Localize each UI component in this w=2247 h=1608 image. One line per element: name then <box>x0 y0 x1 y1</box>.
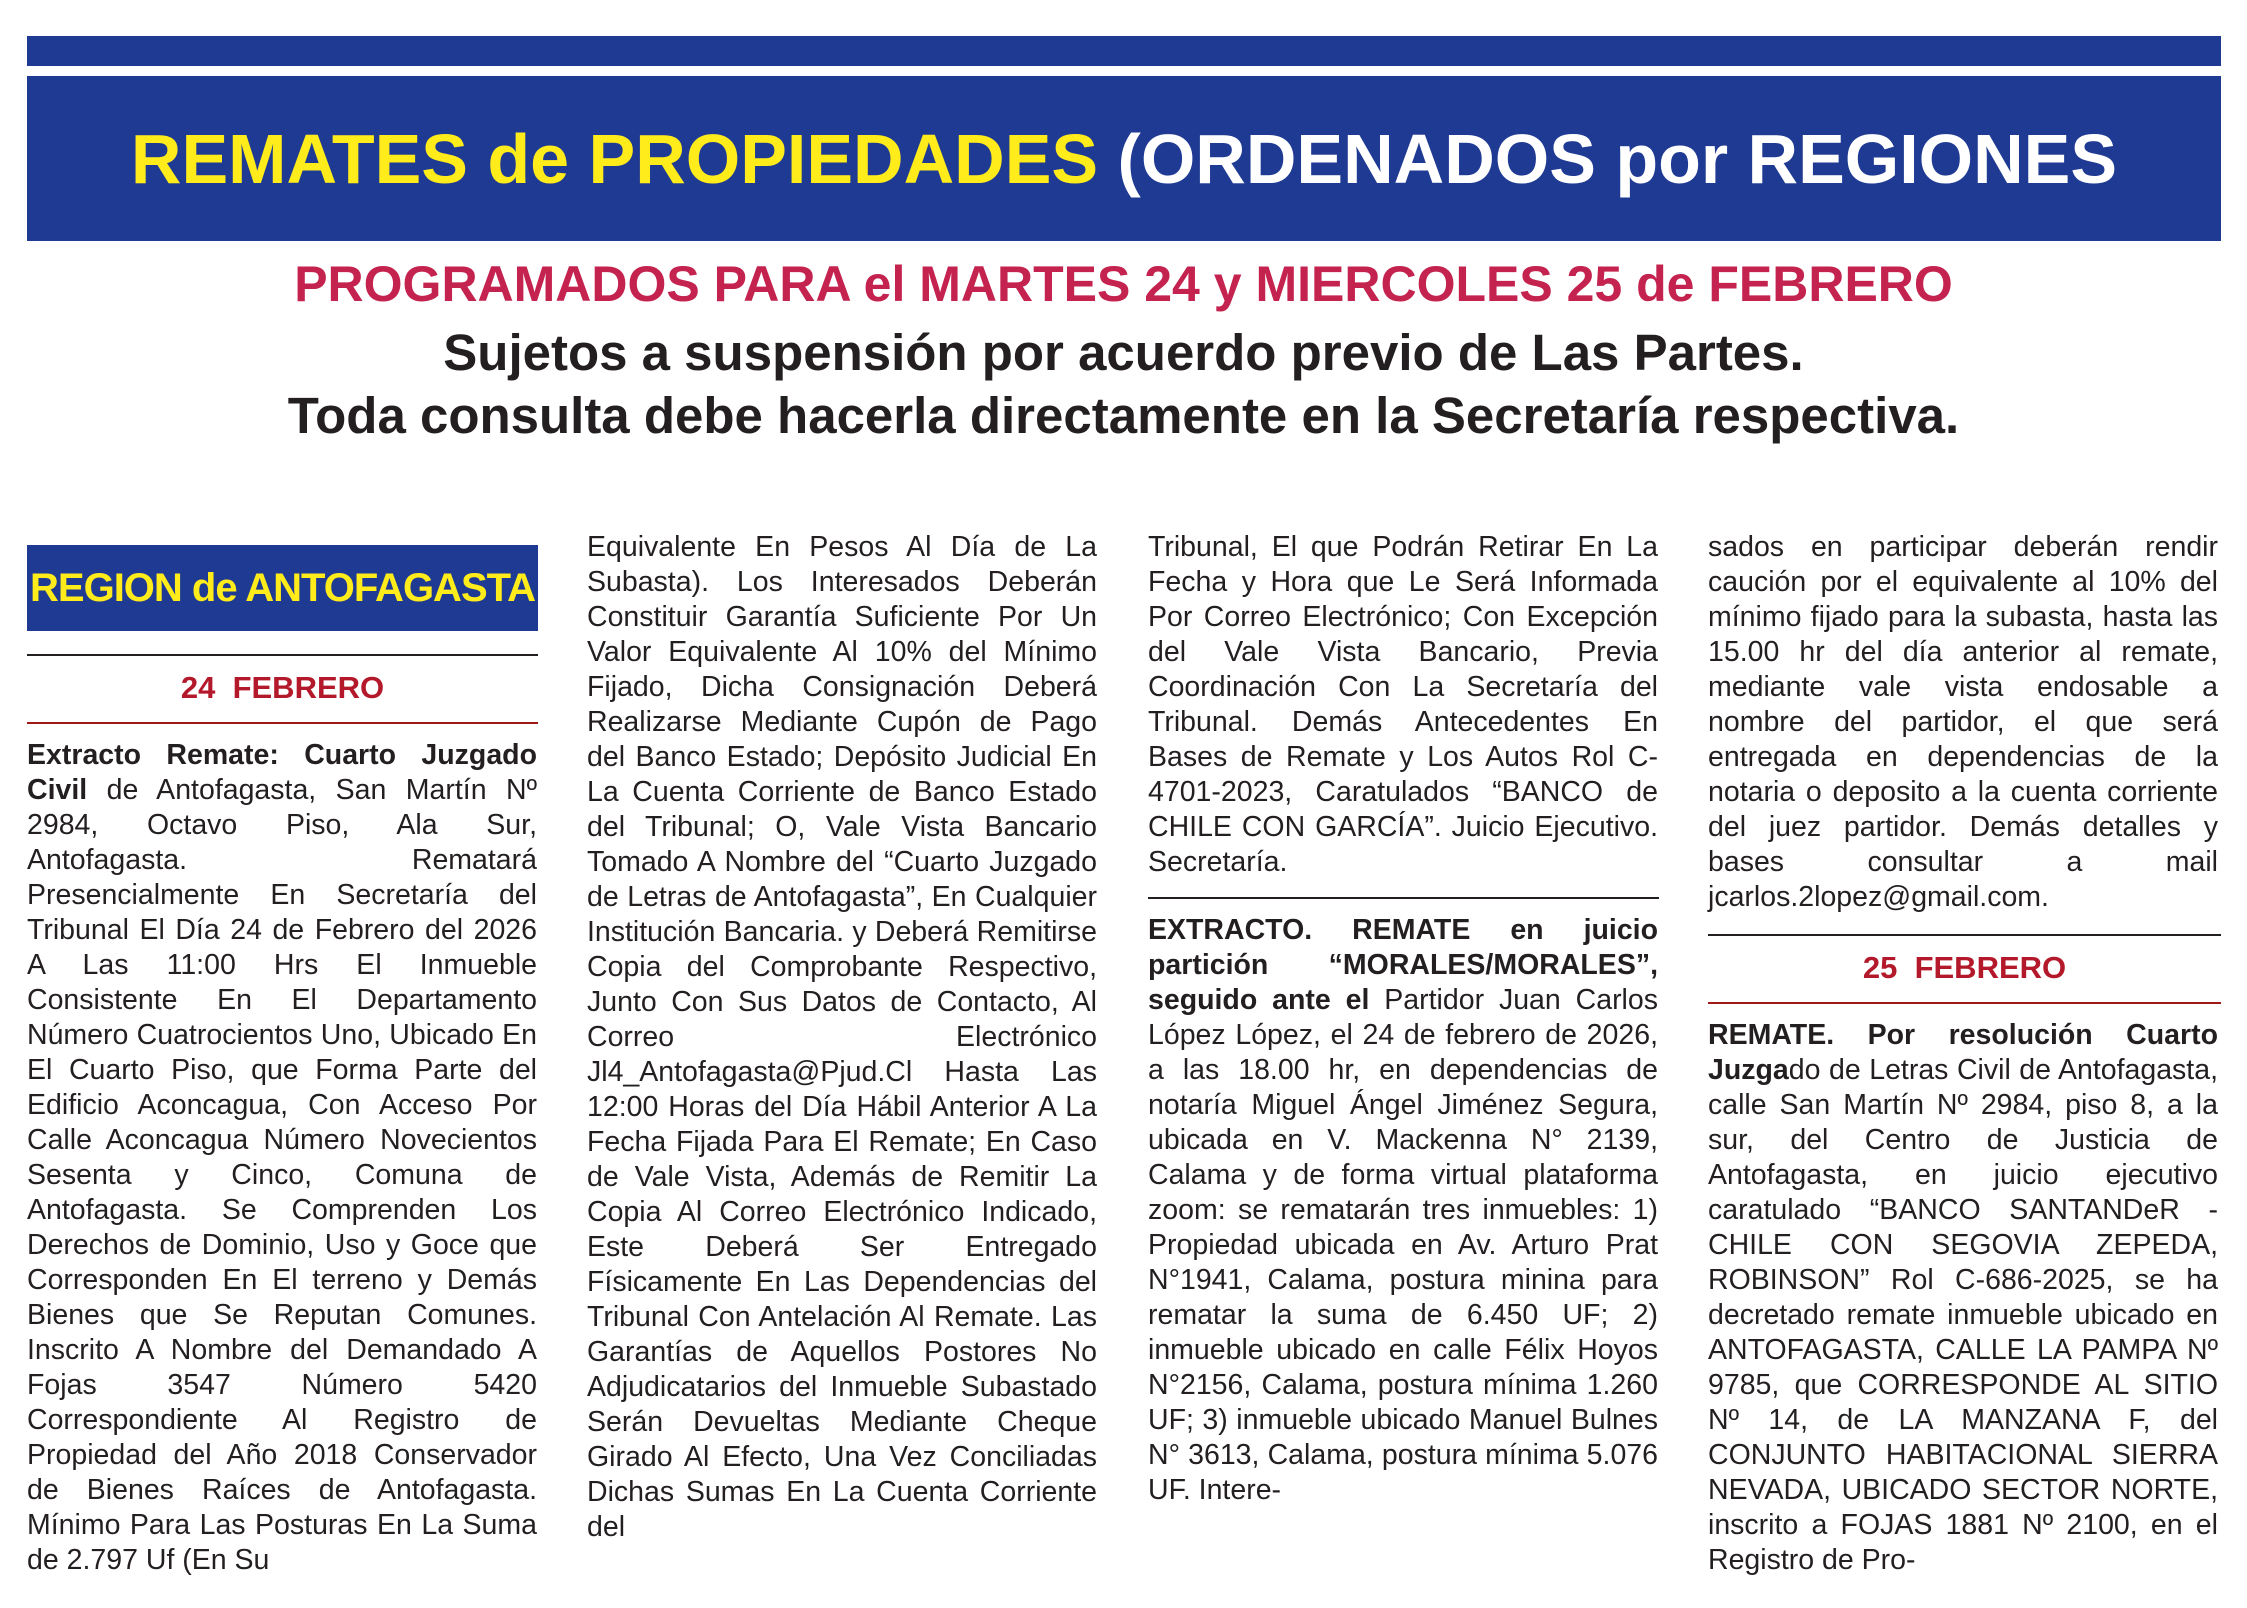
notice-1-heading: Extracto Remate: Cuarto Juzgado Civil <box>27 739 537 806</box>
notice-3-part-1 <box>1708 1018 2218 1578</box>
divider <box>27 654 538 656</box>
notice-1-body-cont: Equivalente En Pesos Al Día de La Subasta). Los Interesados Deberán Constituir Garantía Suficiente Por Un Valor Equivalente Al 10% del Mínimo Fijado, Dicha Consignación Deberá Realizarse Mediante Cupón de Pago del Banco Estado; Depósito Judicial En La Cuenta Corriente de Banco Estado del Tribunal; O, Vale Vista Bancario Tomado A Nombre del “Cuarto Juzgado de Letras de Antofagasta”, En Cualquier Institución Bancaria. y Deberá Remitirse Copia del Comprobante Respectivo, Junto Con Sus Datos de Contacto, Al Correo Electrónico Jl4_Antofagasta@Pjud.Cl Hasta Las 12:00 Horas del Día Hábil Anterior A La Fecha Fijada Para El Remate; En Caso de Vale Vista, Además de Remitir La Copia Al Correo Electrónico Indicado, Este Deberá Ser Entregado Físicamente En Las Dependencias del Tribunal Con Antelación Al Remate. Las Garantías de Aquellos Postores No Adjudicatarios del Inmueble Subastado Serán Devueltas Mediante Cheque Girado Al Efecto, Una Vez Conciliadas Dichas Sumas En La Cuenta Corriente del <box>587 531 1097 1543</box>
top-rule <box>27 36 2221 66</box>
banner-title-yellow: REMATES de PROPIEDADES <box>130 119 1099 198</box>
notice-2-heading: EXTRACTO. REMATE en juicio partición “MORALES/MORALES”, seguido ante el <box>1148 914 1658 1016</box>
date-label-25: 25 FEBRERO <box>1862 950 2067 985</box>
inquiry-notice: Toda consulta debe hacerla directamente en la Secretaría respectiva. <box>287 387 1960 444</box>
divider <box>27 722 538 724</box>
header-banner <box>27 76 2221 241</box>
suspension-notice: Sujetos a suspensión por acuerdo previo de Las Partes. <box>443 324 1804 381</box>
banner-title-white: (ORDENADOS por REGIONES <box>1117 119 2118 198</box>
notice-1-body: de Antofagasta, San Martín Nº 2984, Octavo Piso, Ala Sur, Antofagasta. Rematará Presencialmente En Secretaría del Tribunal El Día 24 de Febrero del 2026 A Las 11:00 Hrs El Inmueble Consistente En El Departamento Número Cuatrocientos Uno, Ubicado En El Cuarto Piso, que Forma Parte del Edificio Aconcagua, Con Acceso Por Calle Aconcagua Número Novecientos Sesenta y Cinco, Comuna de Antofagasta. Se Comprenden Los Derechos de Dominio, Uso y Goce que Corresponden En El terreno y Demás Bienes que Se Reputan Comunes. Inscrito A Nombre del Demandado A Fojas 3547 Número 5420 Correspondiente Al Registro de Propiedad del Año 2018 Conservador de Bienes Raíces de Antofagasta. Mínimo Para Las Posturas En La Suma de 2.797 Uf (En Su <box>27 774 537 1576</box>
region-label <box>27 545 538 631</box>
notice-1-body-end: Tribunal, El que Podrán Retirar En La Fecha y Hora que Le Será Informada Por Correo Electrónico; Con Excepción del Vale Vista Bancario, Previa Coordinación Con La Secretaría del Tribunal. Demás Antecedentes En Bases de Remate y Los Autos Rol C-4701-2023, Caratulados “BANCO de CHILE CON GARCÍA”. Juicio Ejecutivo. Secretaría. <box>1148 531 1658 878</box>
notice-1-part-3 <box>1148 530 1658 880</box>
banner-title <box>27 76 2221 241</box>
notice-1-part-1 <box>27 738 537 1578</box>
divider <box>1708 934 2221 936</box>
region-name: REGION de ANTOFAGASTA <box>30 565 535 610</box>
notice-1-part-2 <box>587 530 1097 1545</box>
divider <box>1148 897 1659 899</box>
notice-3-heading: REMATE. Por resolución Cuarto Juzga <box>1708 1019 2218 1086</box>
date-label-24: 24 FEBRERO <box>180 670 385 705</box>
notice-2-part-2 <box>1708 530 2218 915</box>
schedule-dates-heading: PROGRAMADOS PARA el MARTES 24 y MIERCOLES 25 de FEBRERO <box>294 256 1953 312</box>
notice-2-part-1 <box>1148 913 1658 1508</box>
notice-2-body: Partidor Juan Carlos López López, el 24 de febrero de 2026, a las 18.00 hr, en dependencias de notaría Miguel Ángel Jiménez Segura, ubicada en V. Mackenna N° 2139, Calama y de forma virtual plataforma zoom: se rematarán tres inmuebles: 1) Propiedad ubicada en Av. Arturo Prat N°1941, Calama, postura minina para rematar la suma de 6.450 UF; 2) inmueble ubicado en calle Félix Hoyos N°2156, Calama, postura mínima 1.260 UF; 3) inmueble ubicado Manuel Bulnes N° 3613, Calama, postura mínima 5.076 UF. Intere- <box>1148 984 1658 1506</box>
notice-3-body: do de Letras Civil de Antofagasta, calle San Martín Nº 2984, piso 8, a la sur, del Centro de Justicia de Antofagasta, en juicio ejecutivo caratulado “BANCO SANTANDeR - CHILE CON SEGOVIA ZEPEDA, ROBINSON” Rol C-686-2025, se ha decretado remate inmueble ubicado en ANTOFAGASTA, CALLE LA PAMPA Nº 9785, que CORRESPONDE AL SITIO Nº 14, de LA MANZANA F, del CONJUNTO HABITACIONAL SIERRA NEVADA, UBICADO SECTOR NORTE, inscrito a FOJAS 1881 Nº 2100, en el Registro de Pro- <box>1708 1054 2218 1576</box>
notice-2-body-cont: sados en participar deberán rendir caución por el equivalente al 10% del mínimo fijado para la subasta, hasta las 15.00 hr del día anterior al remate, mediante vale vista endosable a nombre del partidor, el que será entregada en dependencias de la notaria o deposito a la cuenta corriente del juez partidor. Demás detalles y bases consultar a mail jcarlos.2lopez@gmail.com. <box>1708 531 2218 913</box>
divider <box>1708 1002 2221 1004</box>
